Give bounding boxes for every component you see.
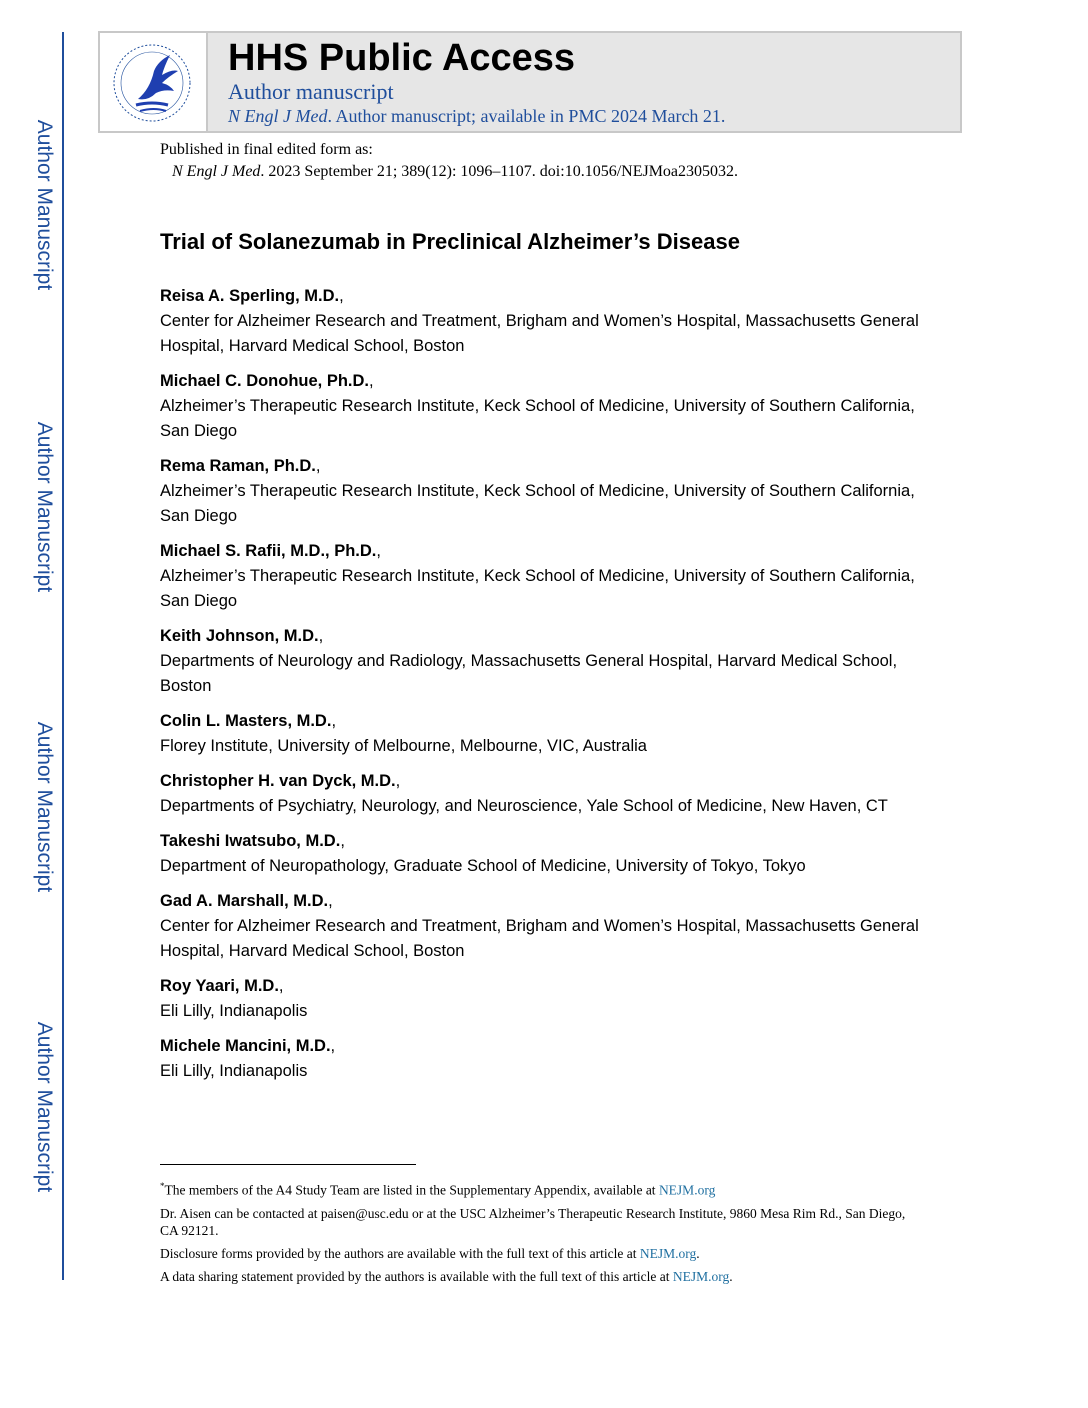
hhs-eagle-logo-icon <box>110 41 194 125</box>
author-entry <box>160 709 930 759</box>
author-affiliation: Alzheimer’s Therapeutic Research Institute, Keck School of Medicine, University of Southern California, San Diego <box>160 567 915 610</box>
author-affiliation: Departments of Psychiatry, Neurology, and Neuroscience, Yale School of Medicine, New Haven, CT <box>160 797 888 815</box>
article-title: Trial of Solanezumab in Preclinical Alzheimer’s Disease <box>160 229 740 254</box>
footnote-disclosure: Disclosure forms provided by the authors are available with the full text of this article at NEJM.org. <box>160 1245 700 1261</box>
author-comma: , <box>395 772 401 790</box>
footnote-contact: Dr. Aisen can be contacted at paisen@usc.edu or at the USC Alzheimer’s Therapeutic Research Institute, 9860 Mesa Rim Rd., San Diego, CA 92121. <box>160 1205 906 1238</box>
author-comma: , <box>340 832 345 850</box>
citation: N Engl J Med. 2023 September 21; 389(12): 1096–1107. doi:10.1056/NEJMoa2305032. <box>172 163 739 180</box>
header-subtitle: Author manuscript <box>228 79 394 104</box>
author-name: Takeshi Iwatsubo, M.D. <box>160 832 341 850</box>
footnotes <box>160 1178 920 1291</box>
author-entry <box>160 829 930 879</box>
author-name: Colin L. Masters, M.D. <box>160 712 332 730</box>
author-entry <box>160 889 930 964</box>
nejm-link[interactable]: NEJM.org <box>658 1182 716 1198</box>
author-comma: , <box>328 892 333 910</box>
author-name: Michael C. Donohue, Ph.D. <box>160 372 370 390</box>
author-entry <box>160 1034 930 1084</box>
author-name: Keith Johnson, M.D. <box>160 627 319 645</box>
author-entry <box>160 284 930 359</box>
author-entry <box>160 769 930 819</box>
author-affiliation: Center for Alzheimer Research and Treatment, Brigham and Women’s Hospital, Massachusetts General Hospital, Harvard Medical School, Boston <box>160 917 919 960</box>
author-affiliation: Departments of Neurology and Radiology, Massachusetts General Hospital, Harvard Medical School, Boston <box>160 652 898 695</box>
nejm-link[interactable]: NEJM.org <box>639 1245 697 1261</box>
side-rule <box>62 32 64 1280</box>
author-comma: , <box>369 372 374 390</box>
published-info: Published in final edited form as: N Engl J Med. 2023 September 21; 389(12): 1096–1107. doi:10.1056/NEJMoa2305032. <box>160 141 739 180</box>
author-comma: , <box>376 542 381 560</box>
author-affiliation: Alzheimer’s Therapeutic Research Institute, Keck School of Medicine, University of Southern California, San Diego <box>160 397 915 440</box>
author-affiliation: Eli Lilly, Indianapolis <box>160 1002 308 1020</box>
author-name: Reisa A. Sperling, M.D. <box>160 287 340 305</box>
author-name: Gad A. Marshall, M.D. <box>160 892 329 910</box>
author-comma: , <box>318 627 324 645</box>
footnote-divider <box>160 1164 416 1165</box>
author-entry <box>160 974 930 1024</box>
author-comma: , <box>331 712 337 730</box>
author-name: Christopher H. van Dyck, M.D. <box>160 772 396 790</box>
author-comma: , <box>339 287 344 305</box>
author-name: Michael S. Rafii, M.D., Ph.D. <box>160 542 377 560</box>
author-entry <box>160 369 930 444</box>
footnote-members: *The members of the A4 Study Team are listed in the Supplementary Appendix, available at NEJM.org <box>160 1181 716 1198</box>
header-journal-line: N Engl J Med. Author manuscript; available in PMC 2024 March 21. <box>228 106 726 126</box>
author-comma: , <box>330 1037 336 1055</box>
header-title: HHS Public Access <box>228 37 576 79</box>
author-name: Rema Raman, Ph.D. <box>160 457 316 475</box>
author-affiliation: Alzheimer’s Therapeutic Research Institute, Keck School of Medicine, University of Southern California, San Diego <box>160 482 915 525</box>
author-name: Roy Yaari, M.D. <box>160 977 279 995</box>
author-affiliation: Eli Lilly, Indianapolis <box>160 1062 308 1080</box>
author-affiliation: Department of Neuropathology, Graduate School of Medicine, University of Tokyo, Tokyo <box>160 857 806 875</box>
author-name: Michele Mancini, M.D. <box>160 1037 331 1055</box>
author-entry <box>160 454 930 529</box>
footnote-sharing: A data sharing statement provided by the authors is available with the full text of this article at NEJM.org. <box>160 1268 733 1284</box>
author-comma: , <box>278 977 284 995</box>
author-comma: , <box>315 457 321 475</box>
author-entry <box>160 624 930 699</box>
author-entry <box>160 539 930 614</box>
author-list <box>160 284 930 1094</box>
author-affiliation: Florey Institute, University of Melbourne, Melbourne, VIC, Australia <box>160 737 647 755</box>
header-box <box>98 31 962 133</box>
author-affiliation: Center for Alzheimer Research and Treatment, Brigham and Women’s Hospital, Massachusetts General Hospital, Harvard Medical School, Boston <box>160 312 919 355</box>
nejm-link[interactable]: NEJM.org <box>672 1268 730 1284</box>
